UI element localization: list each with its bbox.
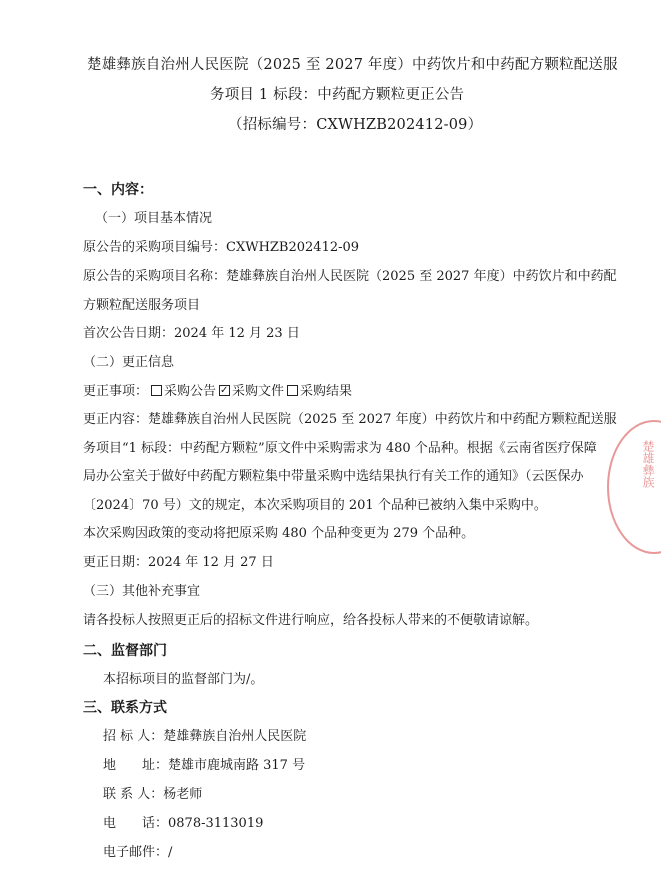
correction-content-line-5: 本次采购因政策的变动将把原采购 480 个品种变更为 279 个品种。 [83, 526, 475, 541]
supervision-text: 本招标项目的监督部门为/。 [103, 672, 264, 687]
correction-items-row [83, 382, 352, 402]
seal-text: 楚雄彝族 [641, 440, 655, 488]
correction-content-line-1: 更正内容：楚雄彝族自治州人民医院（2025 至 2027 年度）中药饮片和中药配方颗粒配送服 [83, 412, 617, 427]
supplement-text: 请各投标人按照更正后的招标文件进行响应，给各投标人带来的不便敬请谅解。 [83, 613, 539, 628]
contact-email: 电子邮件：/ [103, 845, 173, 860]
tender-number: （招标编号：CXWHZB202412-09） [228, 117, 483, 133]
title-line-1: 楚雄彝族自治州人民医院（2025 至 2027 年度）中药饮片和中药配方颗粒配送服 [87, 57, 618, 73]
subsection-basic-info: （一）项目基本情况 [95, 211, 213, 226]
checkbox-procurement-documents [219, 385, 230, 396]
title-line-2: 务项目 1 标段：中药配方颗粒更正公告 [210, 87, 465, 103]
checkbox-procurement-notice [151, 385, 162, 396]
section-contact-heading: 三、联系方式 [83, 700, 167, 716]
correction-content-line-4: 〔2024〕70 号）文的规定，本次采购项目的 201 个品种已被纳入集中采购中。 [83, 498, 547, 513]
correction-items-label: 更正事项： [83, 384, 149, 399]
contact-phone: 电 话：0878-3113019 [103, 816, 264, 831]
contact-address: 地 址：楚雄市鹿城南路 317 号 [103, 758, 306, 773]
section-content-heading: 一、内容： [83, 182, 153, 198]
original-project-name-line-2: 方颗粒配送服务项目 [83, 298, 201, 313]
option-procurement-results: 采购结果 [300, 384, 353, 399]
subsection-other-matters: （三）其他补充事宜 [83, 584, 201, 599]
option-procurement-documents: 采购文件 [232, 384, 285, 399]
original-project-name-line-1: 原公告的采购项目名称：楚雄彝族自治州人民医院（2025 至 2027 年度）中药饮片和中药配 [83, 269, 617, 284]
correction-content-line-2: 务项目“1 标段：中药配方颗粒”原文件中采购需求为 480 个品种。根据《云南省医疗保障 [83, 441, 597, 456]
correction-content-line-3: 局办公室关于做好中药配方颗粒集中带量采购中选结果执行有关工作的通知》（云医保办 [83, 469, 584, 484]
option-procurement-notice: 采购公告 [164, 384, 217, 399]
subsection-correction-info: （二）更正信息 [83, 355, 175, 370]
original-project-number: 原公告的采购项目编号：CXWHZB202412-09 [83, 240, 360, 255]
correction-date: 更正日期：2024 年 12 月 27 日 [83, 555, 274, 570]
first-announcement-date: 首次公告日期：2024 年 12 月 23 日 [83, 326, 300, 341]
checkbox-procurement-results [287, 385, 298, 396]
contact-person: 联 系 人：杨老师 [103, 787, 203, 802]
section-supervision-heading: 二、监督部门 [83, 643, 167, 659]
contact-tenderer: 招 标 人：楚雄彝族自治州人民医院 [103, 729, 307, 744]
